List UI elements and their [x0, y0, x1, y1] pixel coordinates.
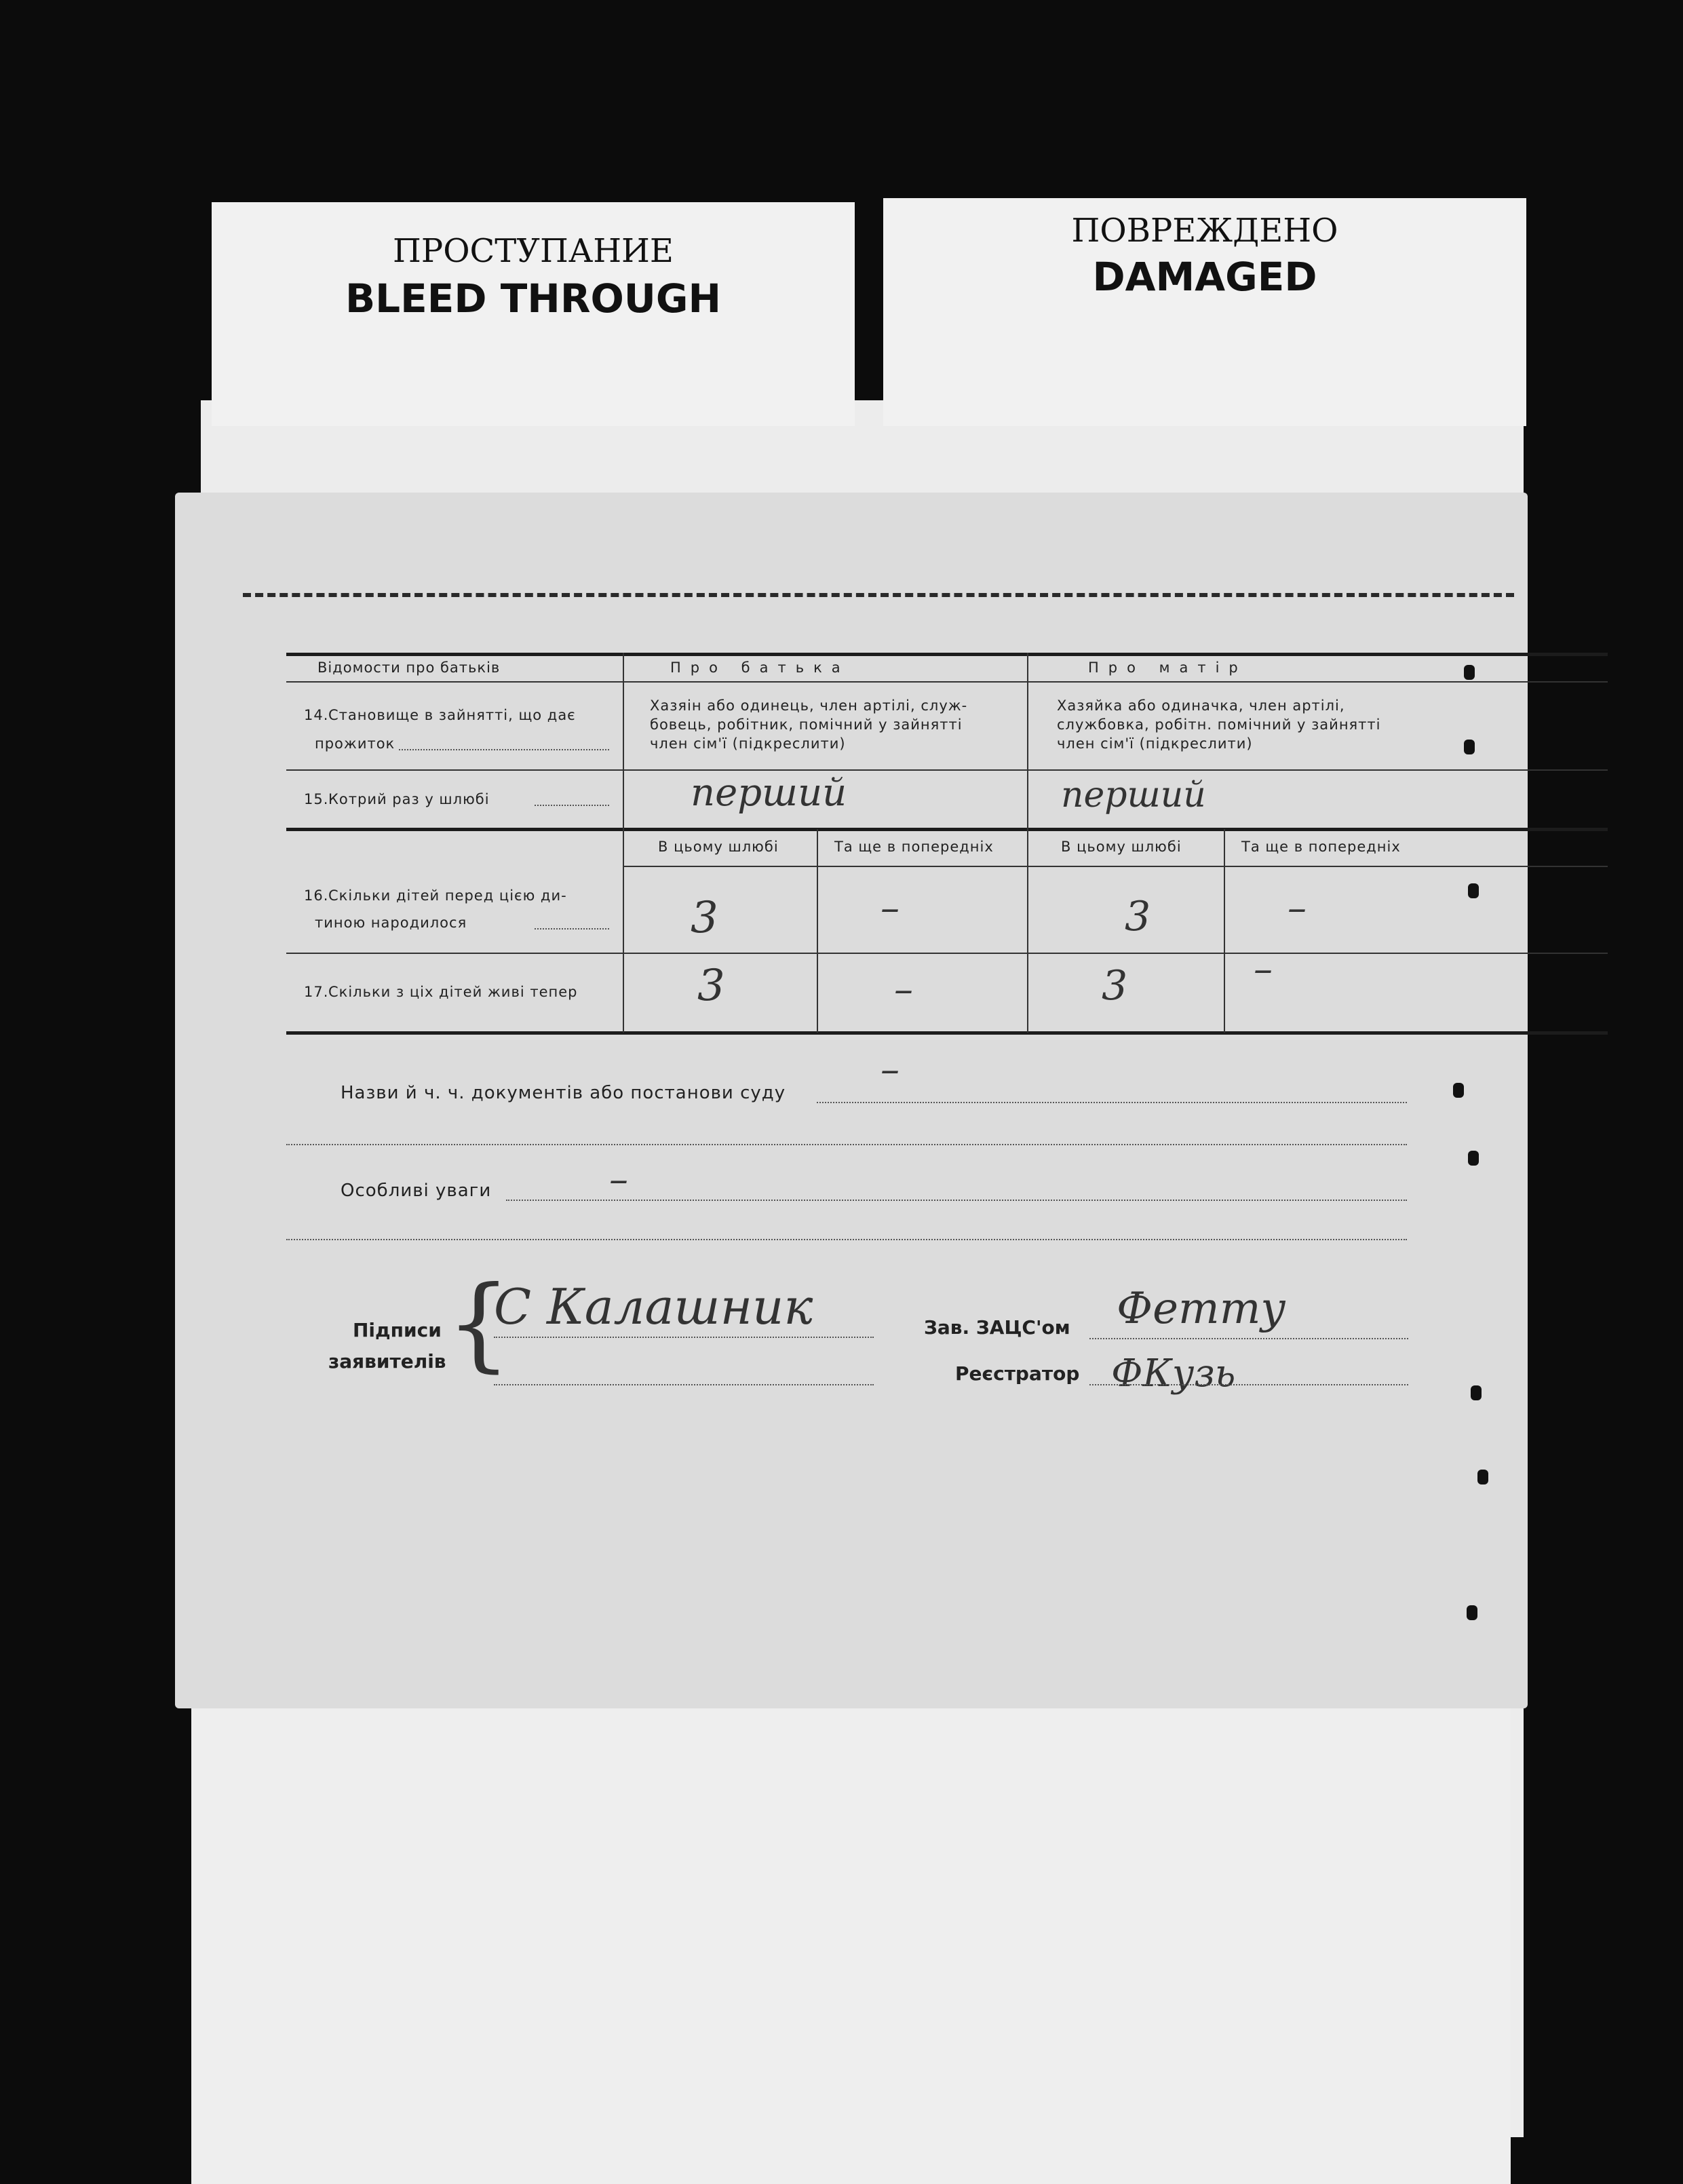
subheader-in-marriage: В цьому шлюбі [658, 839, 779, 855]
father-marriage-count: перший [691, 771, 847, 815]
card-en-text: DAMAGED [1092, 254, 1317, 300]
mother-children-previous: – [1288, 886, 1307, 930]
row16-rule [286, 953, 1608, 954]
edge-damage [1464, 665, 1475, 680]
applicant-sign-line-2 [494, 1384, 874, 1385]
row16-label: Скільки дітей перед цією ди- [328, 887, 567, 904]
father-occupation-options: бовець, робітник, помічний у зайнятті [650, 716, 963, 733]
table-header-rule [286, 681, 1608, 683]
head-signature: Фетту [1117, 1284, 1286, 1334]
header-parents-info: Відомости про батьків [317, 659, 501, 676]
header-father: Про батька [670, 659, 850, 676]
bleed-through-card [212, 202, 855, 426]
remarks-value: – [609, 1157, 628, 1202]
head-sign-line [1089, 1338, 1408, 1339]
edge-damage [1477, 1470, 1488, 1484]
col-divider [1224, 829, 1225, 1033]
dotted-leader [535, 805, 609, 806]
registrar-sign-line [1089, 1384, 1408, 1385]
table-top-rule [286, 653, 1608, 656]
row16-label: тиною народилося [315, 915, 467, 931]
card-en-text: BLEED THROUGH [345, 275, 722, 322]
edge-damage [1468, 1151, 1479, 1166]
father-occupation-options: член сім'ї (підкреслити) [650, 735, 846, 752]
edge-damage [1464, 740, 1475, 754]
registry-form [175, 493, 1528, 1708]
row14-number: 14. [304, 707, 329, 723]
mother-children-alive: 3 [1102, 962, 1128, 1010]
applicants-label: Підписи [353, 1319, 442, 1341]
mother-occupation-options: службовка, робітн. помічний у зайнятті [1057, 716, 1381, 733]
subheader-previous: Та ще в попередніх [1241, 839, 1401, 855]
documents-line [817, 1102, 1407, 1103]
row14-label: Становище в зайнятті, що дає [328, 707, 576, 723]
subheader-in-marriage: В цьому шлюбі [1061, 839, 1182, 855]
registrar-signature: ФКузь [1111, 1352, 1236, 1396]
perforation-line [243, 593, 1514, 597]
applicant-sign-line [494, 1337, 874, 1338]
card-ru-text: ПРОСТУПАНИЕ [393, 232, 674, 270]
edge-damage [1468, 883, 1479, 898]
row16-number: 16. [304, 887, 329, 904]
documents-label: Назви й ч. ч. документів або постанови суду [341, 1083, 786, 1103]
col-divider [623, 653, 624, 1033]
subheader-previous: Та ще в попередніх [834, 839, 994, 855]
row14-label: прожиток [315, 735, 395, 752]
damaged-card [883, 198, 1526, 426]
row17-label: Скільки з ціх дітей живі тепер [328, 984, 578, 1000]
row17-number: 17. [304, 984, 329, 1000]
card-ru-text: ПОВРЕЖДЕНО [1071, 212, 1338, 250]
dotted-leader [399, 749, 609, 750]
row15-rule [286, 828, 1608, 831]
applicants-brace: { [446, 1265, 511, 1383]
mother-occupation-options: член сім'ї (підкреслити) [1057, 735, 1253, 752]
col-divider [1027, 653, 1028, 1033]
father-occupation-options: Хазяін або одинець, член артілі, служ- [650, 697, 968, 714]
subheader-rule [623, 866, 1608, 867]
documents-value: – [881, 1048, 899, 1092]
col-divider [817, 829, 818, 1033]
mother-marriage-count: перший [1061, 775, 1206, 816]
dotted-leader [535, 928, 609, 930]
applicants-label: заявителів [328, 1350, 446, 1373]
remarks-label: Особливі уваги [341, 1181, 492, 1201]
father-children-alive: 3 [697, 961, 725, 1011]
row14-rule [286, 769, 1608, 771]
mother-children-in-marriage: 3 [1125, 893, 1151, 940]
edge-damage [1471, 1385, 1482, 1400]
row15-number: 15. [304, 791, 329, 807]
registrar-label: Реєстратор [955, 1362, 1080, 1385]
mother-children-alive-previous: – [1254, 947, 1273, 991]
edge-damage [1453, 1083, 1464, 1098]
remarks-line-2 [286, 1239, 1407, 1240]
lower-backing-sheet [191, 1655, 1511, 2184]
father-children-previous: – [881, 886, 899, 930]
header-mother: Про матір [1088, 659, 1247, 676]
mother-occupation-options: Хазяйка або одиначка, член артілі, [1057, 697, 1345, 714]
row15-label: Котрий раз у шлюбі [328, 791, 490, 807]
edge-damage [1467, 1605, 1477, 1620]
remarks-line [506, 1200, 1407, 1201]
table-bottom-rule [286, 1031, 1608, 1035]
applicant-signature: С Калашник [494, 1278, 813, 1335]
father-children-in-marriage: 3 [691, 893, 718, 943]
documents-line-2 [286, 1144, 1407, 1145]
father-children-alive-previous: – [894, 968, 913, 1012]
head-label: Зав. ЗАЦС'ом [924, 1316, 1070, 1339]
